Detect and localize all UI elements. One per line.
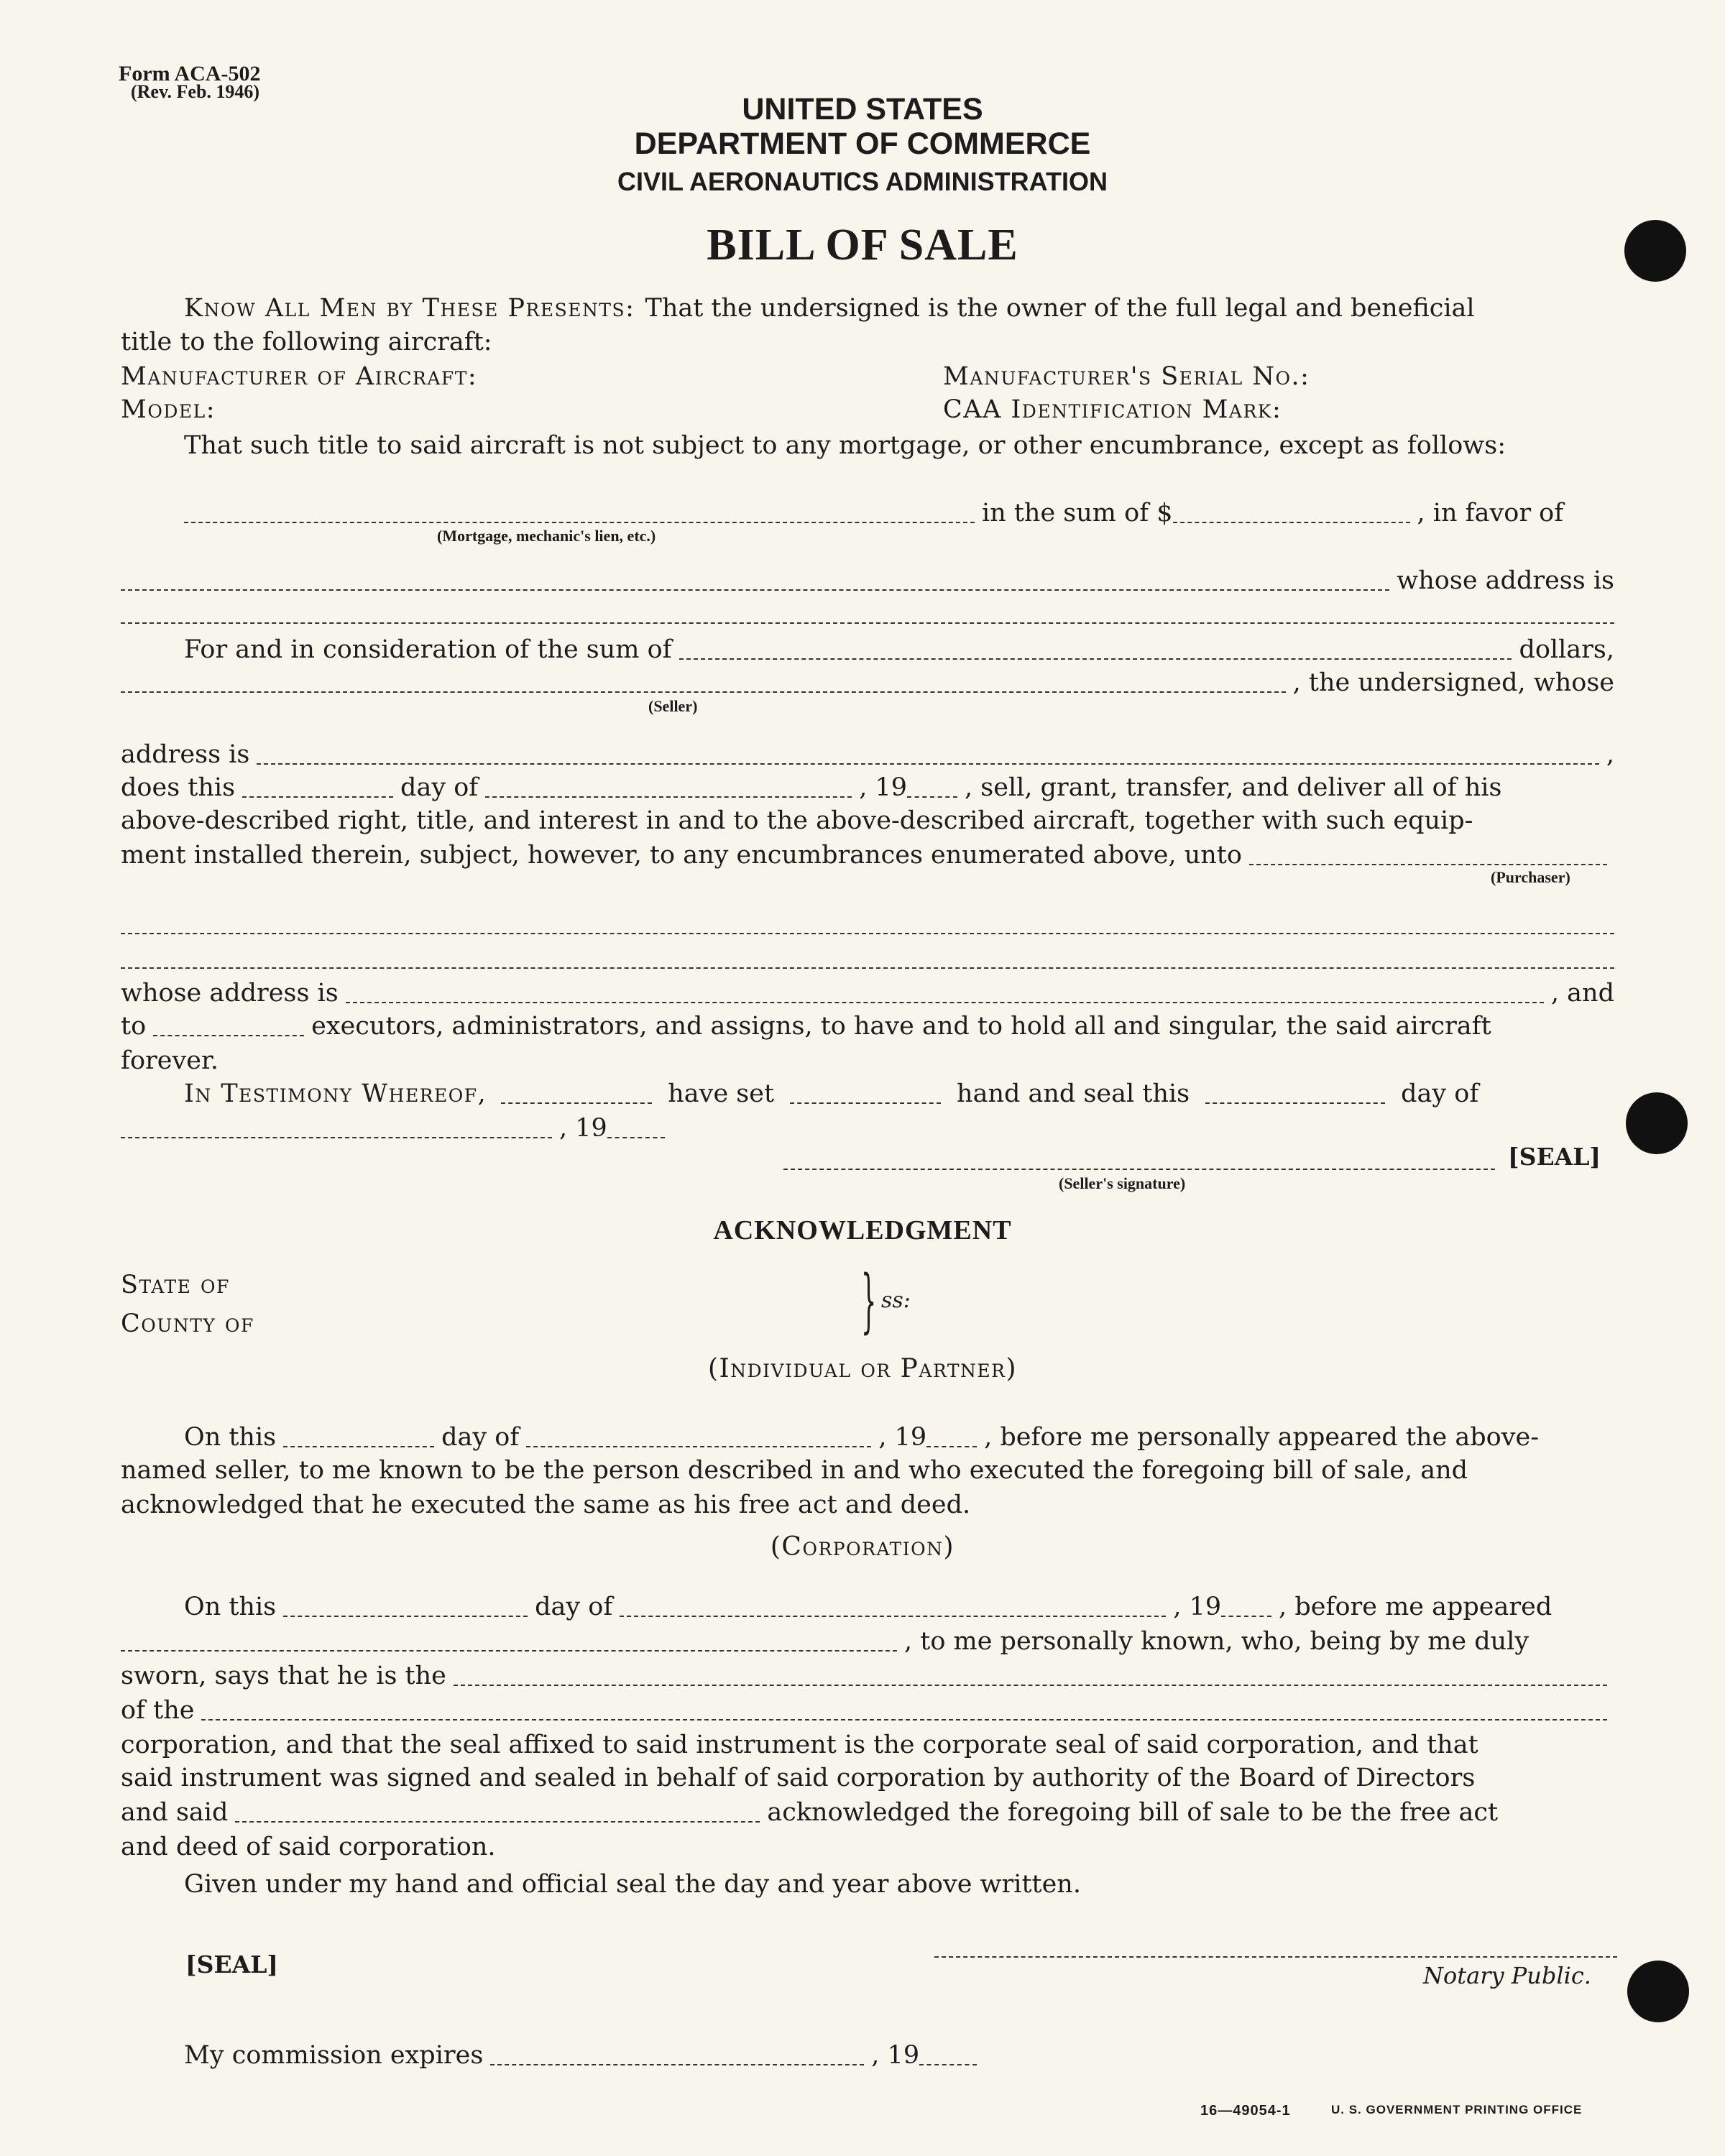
seller-seal: [SEAL] [1508, 1143, 1601, 1171]
corp-month-field[interactable] [620, 1597, 1166, 1617]
header-line-3: CIVIL AERONAUTICS ADMINISTRATION [617, 167, 1108, 196]
purchaser-address-line [121, 976, 1614, 1010]
individual-heading: (Individual or Partner) [707, 1354, 1018, 1383]
model-label: Model: [121, 395, 216, 424]
ind-day-of-label: day of [441, 1423, 520, 1452]
described-line [121, 803, 1614, 838]
consideration-label: For and in consideration of the sum of [184, 635, 672, 664]
caa-mark-label: CAA Identification Mark: [943, 395, 1282, 424]
commission-year-prefix: , 19 [871, 2041, 920, 2070]
and-said-line [121, 1795, 1614, 1830]
corp-on-this-label: On this [184, 1593, 277, 1621]
corp-name-field[interactable] [201, 1700, 1607, 1720]
mortgage-line [121, 496, 1614, 530]
heirs-field[interactable] [153, 1016, 304, 1036]
testimony-month-field[interactable] [121, 1118, 552, 1138]
to-label: to [121, 1012, 147, 1041]
commission-date-field[interactable] [490, 2045, 864, 2065]
purchaser-address-label: whose address is [121, 979, 339, 1008]
address-rule[interactable] [121, 622, 1614, 624]
brace-icon: } [861, 1261, 877, 1341]
named-seller-text: named seller, to me known to be the person described in and who executed the foregoing bill of sale, and [121, 1456, 1468, 1485]
corp-day-field[interactable] [283, 1597, 528, 1617]
acknowledgment-title: ACKNOWLEDGMENT [713, 1215, 1012, 1245]
ss-label: ss: [881, 1288, 911, 1313]
page-title: BILL OF SALE [707, 221, 1018, 270]
commission-year-field[interactable] [919, 2045, 977, 2065]
testimony-line [121, 1077, 1614, 1111]
sworn-line [121, 1659, 1614, 1693]
and-label: , and [1550, 979, 1614, 1008]
seller-address-line [121, 737, 1614, 772]
header-line-2: DEPARTMENT OF COMMERCE [634, 126, 1091, 161]
date-line [121, 770, 1614, 805]
in-favor-of-label: , in favor of [1417, 499, 1564, 528]
before-me-appeared-text: , before me appeared [1279, 1593, 1552, 1621]
deed-line [121, 1830, 1614, 1864]
commission-line [121, 2038, 1614, 2073]
acknowledged-line [121, 1488, 1614, 1522]
individual-date-line [121, 1420, 1614, 1455]
on-this-label: On this [184, 1423, 277, 1452]
ind-year-prefix: , 19 [878, 1423, 927, 1452]
form-number: Form ACA-502 [119, 62, 261, 86]
ind-year-field[interactable] [926, 1427, 977, 1447]
undersigned-label: , the undersigned, whose [1292, 668, 1614, 697]
of-the-label: of the [121, 1696, 195, 1725]
ind-month-field[interactable] [526, 1427, 871, 1447]
testimony-year-prefix: , 19 [559, 1114, 607, 1143]
testimony-day-of: day of [1401, 1079, 1479, 1108]
intro-line [121, 291, 1614, 326]
commission-label: My commission expires [184, 2041, 484, 2070]
purchaser-field[interactable] [1249, 845, 1607, 865]
and-said-field[interactable] [235, 1802, 760, 1823]
corp-date-line [121, 1590, 1614, 1624]
dollars-label: dollars, [1519, 635, 1614, 664]
does-this-label: does this [121, 773, 236, 802]
corp-line-1 [121, 1728, 1614, 1762]
corp-line-2-text: said instrument was signed and sealed in behalf of said corporation by authority of the Board of Directors [121, 1764, 1476, 1792]
executors-text: executors, administrators, and assigns, to have and to hold all and singular, the said aircraft [311, 1012, 1491, 1041]
consideration-field[interactable] [679, 640, 1512, 660]
corp-day-of-label: day of [535, 1593, 613, 1621]
address-is-label: address is [121, 740, 250, 769]
favor-of-field[interactable] [121, 571, 1389, 591]
testimony-who-field[interactable] [501, 1084, 652, 1104]
purchaser-caption: (Purchaser) [1491, 868, 1570, 886]
comma: , [1606, 740, 1614, 769]
seller-line [121, 665, 1614, 700]
sell-grant-text: , sell, grant, transfer, and deliver all of his [965, 773, 1502, 802]
named-seller-line [121, 1453, 1614, 1488]
month-field[interactable] [485, 778, 852, 798]
day-of-label: day of [400, 773, 479, 802]
sworn-text: sworn, says that he is the [121, 1662, 446, 1690]
given-under-line [121, 1867, 1614, 1902]
hand-seal-label: hand and seal this [957, 1079, 1190, 1108]
purchaser-rule-2[interactable] [121, 967, 1614, 969]
forever-line [121, 1044, 1614, 1078]
ind-day-field[interactable] [283, 1427, 434, 1447]
notary-signature-field[interactable] [934, 1956, 1617, 1958]
personally-known-line [121, 1624, 1614, 1659]
purchaser-rule-1[interactable] [121, 933, 1614, 934]
have-set-label: have set [668, 1079, 775, 1108]
corp-person-field[interactable] [121, 1631, 897, 1651]
personally-known-text: , to me personally known, who, being by me duly [904, 1627, 1530, 1656]
corp-line-1-text: corporation, and that the seal affixed to said instrument is the corporate seal of said corporation, and that [121, 1731, 1478, 1759]
seller-address-field[interactable] [257, 745, 1599, 765]
acknowledged-text: acknowledged that he executed the same as his free act and deed. [121, 1491, 971, 1519]
state-of-label: State of [121, 1271, 230, 1299]
described-right-text: above-described right, title, and interest in and to the above-described aircraft, together with such equip- [121, 806, 1473, 835]
punch-hole-bottom [1627, 1961, 1689, 2022]
of-the-line [121, 1693, 1614, 1728]
punch-hole-middle [1626, 1092, 1688, 1154]
seller-signature-field[interactable] [783, 1169, 1495, 1170]
seller-field[interactable] [121, 673, 1286, 693]
intro-text: That the undersigned is the owner of the full legal and beneficial [645, 294, 1475, 323]
acknowledged-foregoing-text: acknowledged the foregoing bill of sale to be the free act [767, 1798, 1499, 1827]
encumbrance-intro: That such title to said aircraft is not subject to any mortgage, or other encumbrance, except as follows: [184, 431, 1506, 460]
mortgage-amount-field[interactable] [1173, 503, 1410, 523]
county-of-label: County of [121, 1309, 254, 1338]
footer-printer: U. S. GOVERNMENT PRINTING OFFICE [1331, 2103, 1583, 2116]
in-sum-of-label: in the sum of $ [982, 499, 1173, 528]
given-under-text: Given under my hand and official seal the day and year above written. [184, 1870, 1081, 1899]
year-field[interactable] [907, 778, 957, 798]
before-me-text: , before me personally appeared the above- [984, 1423, 1540, 1452]
installed-line [121, 838, 1614, 872]
intro-cont: title to the following aircraft: [121, 328, 492, 356]
testimony-date-line [121, 1111, 1614, 1146]
manufacturer-label: Manufacturer of Aircraft: [121, 362, 478, 391]
seller-caption: (Seller) [648, 697, 698, 715]
deed-of-text: and deed of said corporation. [121, 1833, 496, 1861]
header-line-1: UNITED STATES [742, 92, 983, 126]
corporation-heading: (Corporation) [770, 1532, 955, 1562]
notary-public-label: Notary Public. [1423, 1962, 1591, 1989]
purchaser-address-field[interactable] [346, 983, 1544, 1003]
installed-text: ment installed therein, subject, however, to any encumbrances enumerated above, unto [121, 841, 1242, 870]
executors-line [121, 1009, 1614, 1044]
footer-code: 16—49054-1 [1200, 2103, 1291, 2119]
intro-cont-line [121, 325, 1614, 359]
corp-line-2 [121, 1761, 1614, 1795]
corp-year-field[interactable] [1221, 1597, 1271, 1617]
encumbrance-intro-line [121, 428, 1614, 463]
testimony-day-field[interactable] [1205, 1084, 1385, 1104]
year-prefix: , 19 [859, 773, 908, 802]
favor-address-line [121, 563, 1614, 598]
testimony-year-field[interactable] [607, 1118, 665, 1138]
forever-text: forever. [121, 1046, 218, 1075]
testimony-lead: In Testimony Whereof, [184, 1079, 487, 1108]
corp-title-field[interactable] [454, 1666, 1607, 1686]
corp-year-prefix: , 19 [1173, 1593, 1222, 1621]
serial-label: Manufacturer's Serial No.: [943, 362, 1310, 391]
consideration-line [121, 632, 1614, 667]
notary-seal: [SEAL] [185, 1950, 279, 1978]
mortgage-field[interactable] [184, 503, 975, 523]
seller-signature-caption: (Seller's signature) [1059, 1174, 1186, 1192]
form-revision: (Rev. Feb. 1946) [131, 81, 260, 102]
and-said-label: and said [121, 1798, 229, 1827]
intro-lead: Know All Men by These Presents: [184, 294, 635, 323]
whose-address-label: whose address is [1397, 566, 1614, 595]
testimony-his-field[interactable] [790, 1084, 941, 1104]
day-field[interactable] [242, 778, 393, 798]
mortgage-caption: (Mortgage, mechanic's lien, etc.) [437, 527, 656, 545]
